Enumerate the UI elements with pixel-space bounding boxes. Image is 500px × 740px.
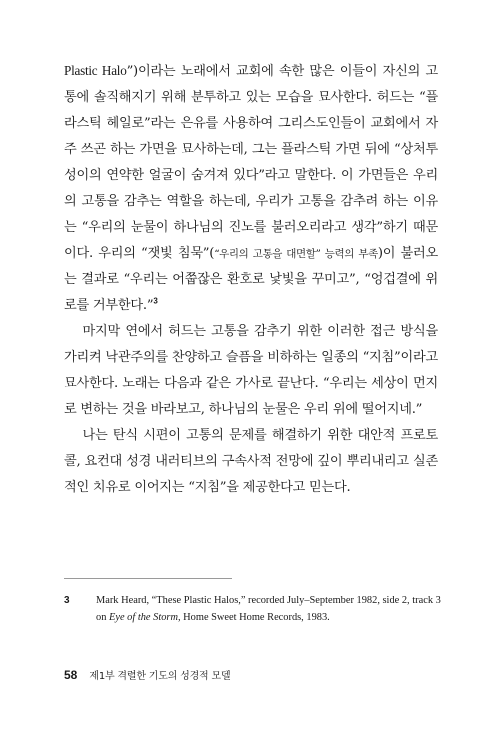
footnote [64, 592, 442, 626]
paragraph-2: 마지막 연에서 허드는 고통을 감추기 위한 이러한 접근 방식을 가리켜 낙관주의를 찬양하고 슬픔을 비하하는 일종의 “지침”이라고 묘사한다. 노래는 다음과 같은 가사로 끝난다. “우리는 세상이 먼지로 변하는 것을 바라보고, 하나님의 눈물은 우리 위에 떨어지네.” [64, 324, 438, 417]
paragraph-1-text: ”)이라는 노래에서 교회에 속한 많은 이들이 자신의 고통에 솔직해지기 위해 분투하고 있는 모습을 묘사한다. 허드는 “플라스틱 헤일로”라는 은유를 사용하여 그리스도인들이 교회에서 자주 쓰곤 하는 가면을 묘사하는데, 그는 플라스틱 가면 뒤에 “상처투성이의 연약한 얼굴이 숨겨져 있다”라고 말한다. 이 가면들은 우리의 고통을 감추는 역할을 하는데, 우리가 고통을 감추려 하는 이유는 “우리의 눈물이 하나님의 진노를 불러오리라고 생각”하기 때문이다. 우리의 “잿빛 침묵”( [64, 64, 438, 261]
footnote-album-title: Eye of the Storm, [109, 612, 181, 623]
paragraph-1-aside: “우리의 고통을 대면할” 능력의 부족 [214, 248, 378, 260]
page-number: 58 [64, 668, 78, 682]
song-title-fragment: Plastic Halo [64, 63, 127, 78]
footnote-marker[interactable]: 3 [153, 296, 158, 306]
footnote-text [96, 592, 442, 626]
body-text [64, 58, 438, 501]
paragraph-3: 나는 탄식 시편이 고통의 문제를 해결하기 위한 대안적 프로토콜, 요컨대 성경 내러티브의 구속사적 전망에 깊이 뿌리내리고 실존적인 치유로 이어지는 “지침”을 제공한다고 믿는다. [64, 428, 438, 495]
footnote-citation: Mark Heard, “These Plastic Halos,” recorded July–September 1982, side 2, track 3 on [96, 595, 441, 623]
page-footer [64, 667, 230, 682]
paragraph-1-text-end: )이 불러오는 결과로 “우리는 어쭙잖은 환호로 낯빛을 꾸미고”, “엉겁결에 위로를 거부한다.” [64, 246, 439, 313]
footnote-number: 3 [64, 595, 70, 606]
footnote-divider [64, 578, 232, 579]
running-head: 제1부 격렬한 기도의 성경적 모델 [89, 671, 231, 682]
footnote-publisher: Home Sweet Home Records, 1983. [180, 612, 330, 623]
paragraph-1 [64, 58, 438, 319]
